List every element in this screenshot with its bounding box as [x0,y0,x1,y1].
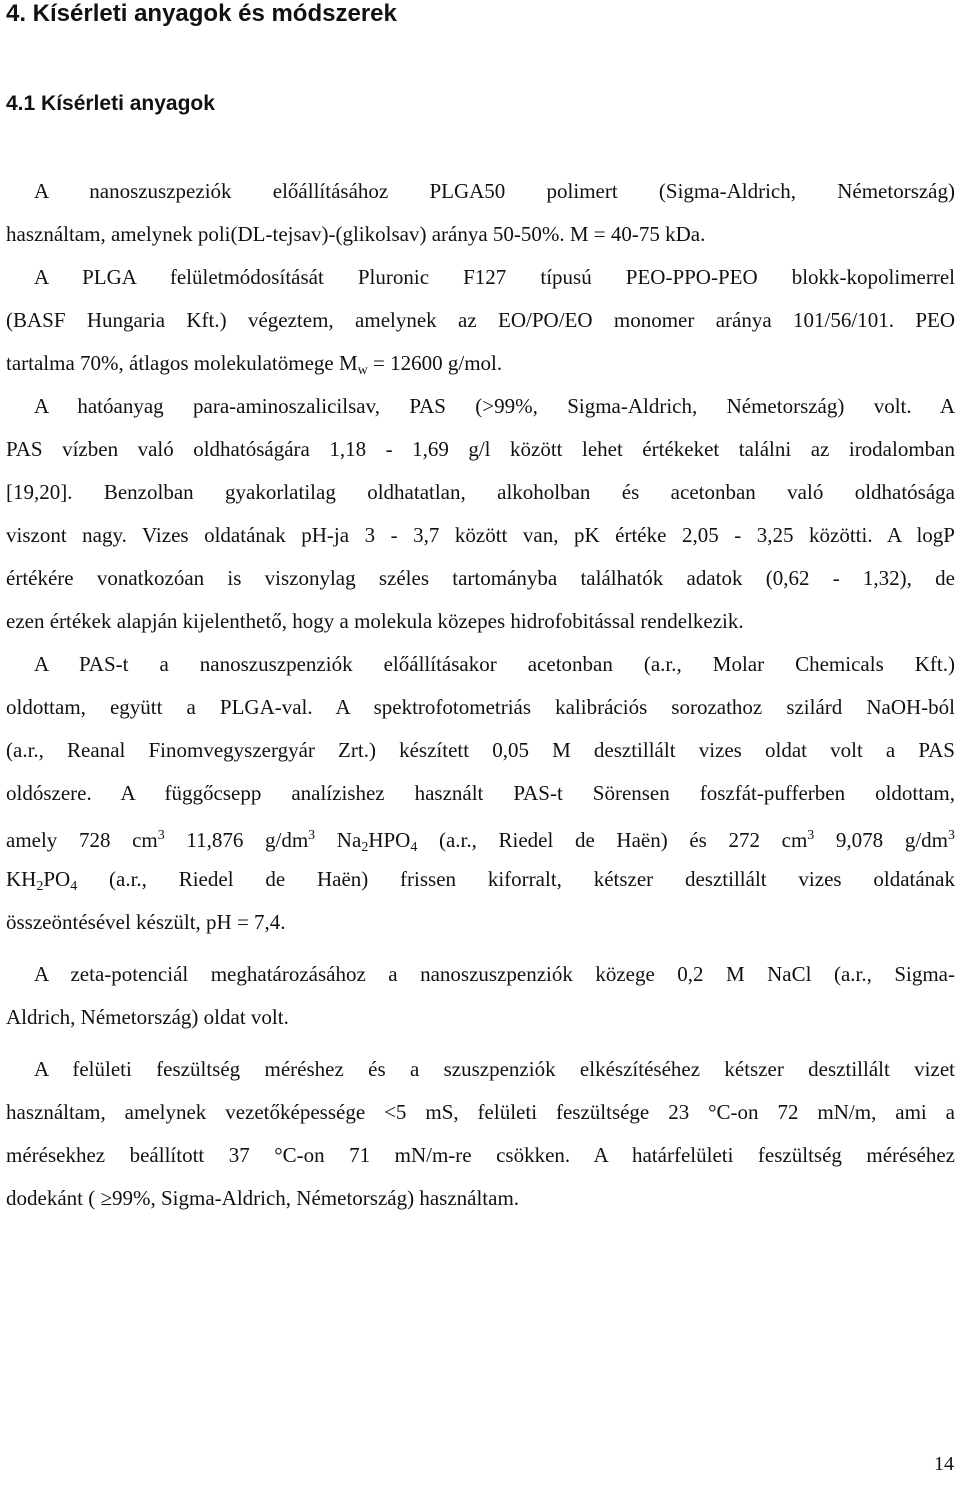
text-line: (a.r., Reanal Finomvegyszergyár Zrt.) készített 0,05 M desztillált vizes oldat volt a PAS [6,738,955,762]
text-line: értékére vonatkozóan is viszonylag széles tartományba találhatók adatok (0,62 - 1,32), de [6,566,955,590]
page-number: 14 [934,1453,954,1475]
text-fragment: (a.r., Riedel de Haën) és 272 cm [417,828,808,852]
text-line: oldottam, együtt a PLGA-val. A spektrofotometriás kalibrációs sorozathoz szilárd NaOH-ból [6,695,955,719]
text-fragment: PO [43,867,71,891]
subscript: 2 [36,879,44,894]
superscript: 3 [157,828,165,843]
text-fragment: HPO [368,828,411,852]
text-line: A nanoszuszpeziók előállításához PLGA50 polimert (Sigma-Aldrich, Németország) [34,179,955,203]
subscript: 4 [410,840,418,855]
text-line: A felületi feszültség méréshez és a szuszpenziók elkészítéséhez kétszer desztillált vizet [34,1057,955,1081]
text-line: PAS vízben való oldhatóságára 1,18 - 1,69 g/l között lehet értékeket találni az irodalomban [6,437,955,461]
text-line [6,865,955,893]
text-line: ezen értékek alapján kijelenthető, hogy a molekula közepes hidrofobitással rendelkezik. [6,609,744,633]
text-line: A hatóanyag para-aminoszalicilsav, PAS (>99%, Sigma-Aldrich, Németország) volt. A [34,394,955,418]
text-line [6,822,955,855]
text-line: A zeta-potenciál meghatározásához a nanoszuszpenziók közege 0,2 M NaCl (a.r., Sigma- [34,962,955,986]
text-line: viszont nagy. Vizes oldatának pH-ja 3 - 3,7 között van, pK értéke 2,05 - 3,25 közötti. A logP [6,523,955,547]
text-line: mérésekhez beállított 37 °C-on 71 mN/m-re csökken. A határfelületi feszültség méréséhez [6,1143,955,1167]
text-fragment: tartalma 70%, átlagos molekulatömege M [6,351,358,375]
superscript: 3 [308,828,316,843]
superscript: 3 [807,828,815,843]
text-line: használtam, amelynek poli(DL-tejsav)-(glikolsav) aránya 50-50%. M = 40-75 kDa. [6,222,706,246]
text-fragment: amely 728 cm [6,828,158,852]
superscript: 3 [948,828,955,843]
subscript: w [357,363,368,378]
text-fragment: = 12600 g/mol. [367,351,503,375]
text-line: használtam, amelynek vezetőképessége <5 mS, felületi feszültsége 23 °C-on 72 mN/m, ami a [6,1100,955,1124]
section-title: 4.1 Kísérleti anyagok [6,92,215,115]
chapter-title: 4. Kísérleti anyagok és módszerek [6,0,397,27]
text-line: oldószere. A függőcsepp analízishez használt PAS-t Sörensen foszfát-pufferben oldottam, [6,781,955,805]
text-line: A PLGA felületmódosítását Pluronic F127 típusú PEO-PPO-PEO blokk-kopolimerrel [34,265,955,289]
text-fragment: KH [6,867,37,891]
text-line: dodekánt ( ≥99%, Sigma-Aldrich, Németország) használtam. [6,1186,520,1210]
text-fragment: 9,078 g/dm [814,828,948,852]
text-fragment: 11,876 g/dm [164,828,309,852]
text-line: (BASF Hungaria Kft.) végeztem, amelynek az EO/PO/EO monomer aránya 101/56/101. PEO [6,308,955,332]
text-fragment: (a.r., Riedel de Haën) frissen kiforralt, kétszer desztillált vizes oldatának [77,867,955,891]
text-line: Aldrich, Németország) oldat volt. [6,1005,289,1029]
text-line: [19,20]. Benzolban gyakorlatilag oldhatatlan, alkoholban és acetonban való oldhatósága [6,480,955,504]
text-line: összeöntésével készült, pH = 7,4. [6,910,286,934]
subscript: 2 [361,840,369,855]
subscript: 4 [70,879,78,894]
text-line: A PAS-t a nanoszuszpenziók előállításakor acetonban (a.r., Molar Chemicals Kft.) [34,652,955,676]
text-line [6,349,955,377]
text-fragment: Na [315,828,362,852]
